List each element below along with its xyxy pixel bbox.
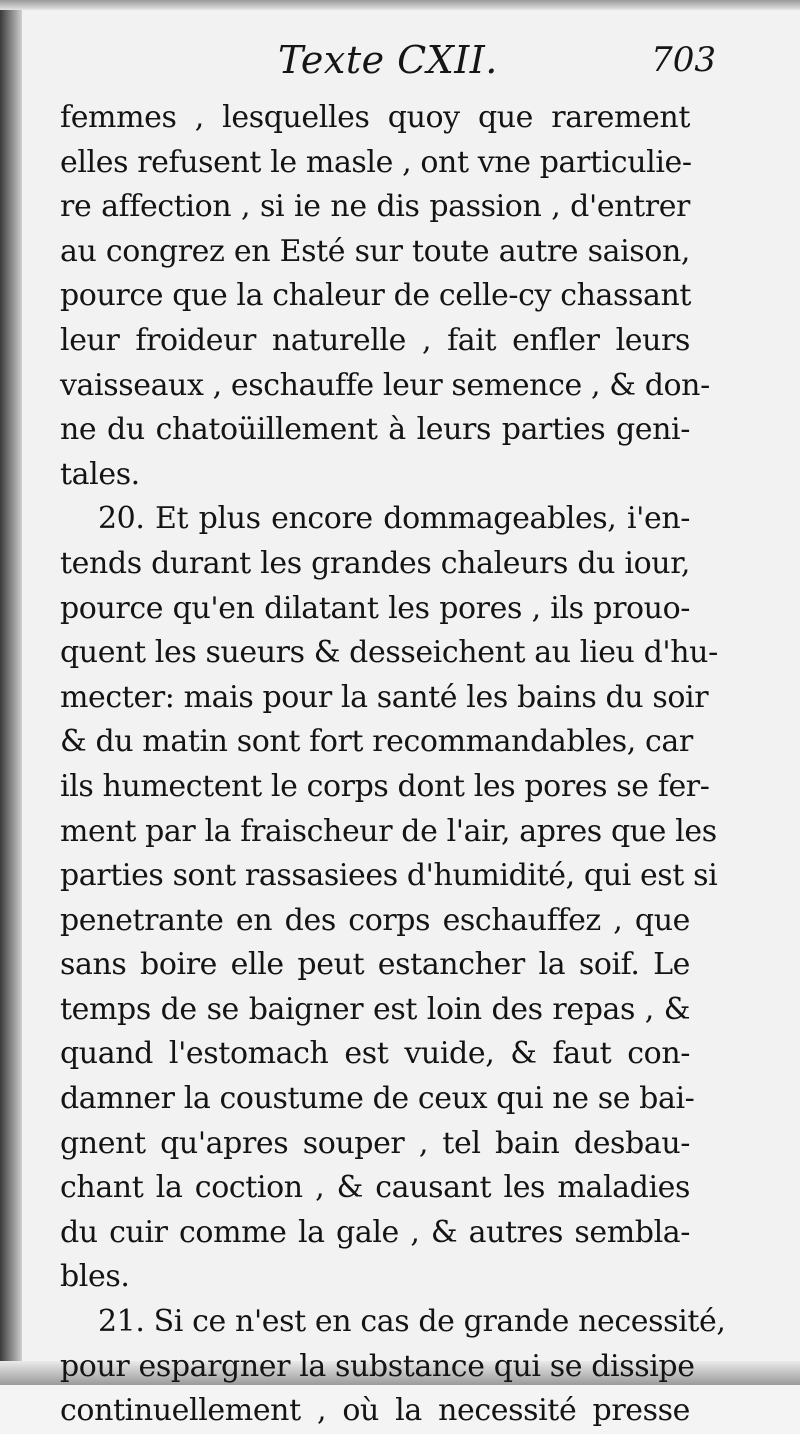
page-number: 703	[651, 40, 716, 80]
text-line: & du matin sont fort recommandables, car	[60, 724, 693, 760]
text-line: gnent qu'apres souper , tel bain desbau-	[60, 1125, 690, 1161]
paragraph-start-21: 21. Si ce n'est en cas de grande necessité,	[98, 1304, 726, 1340]
text-line: femmes , lesquelles quoy que rarement	[60, 100, 690, 135]
text-line: du cuir comme la gale , & autres sembla-	[60, 1214, 690, 1250]
body-text	[60, 96, 726, 1434]
text-line: chant la coction , & causant les maladies	[60, 1170, 690, 1206]
text-line: quand l'estomach est vuide, & faut con-	[60, 1036, 690, 1072]
text-line: pource qu'en dilatant les pores , ils prouo-	[60, 590, 690, 626]
text-line: leur froideur naturelle , fait enfler leurs	[60, 322, 690, 358]
text-line: ne du chatoüillement à leurs parties geni-	[60, 412, 690, 448]
text-line: tends durant les grandes chaleurs du iour,	[60, 545, 690, 581]
text-line: damner la coustume de ceux qui ne se bai-	[60, 1081, 695, 1117]
text-line: tales.	[60, 456, 140, 492]
text-line: continuellement , où la necessité presse	[60, 1393, 690, 1429]
scan-edge-top	[0, 0, 800, 10]
text-line: ment par la fraischeur de l'air, apres que les	[60, 813, 717, 849]
text-line: quent les sueurs & desseichent au lieu d'hu-	[60, 635, 718, 671]
scan-edge-left	[0, 0, 22, 1385]
paragraph-start-20: 20. Et plus encore dommageables, i'en-	[98, 501, 690, 537]
text-line: parties sont rassasiees d'humidité, qui est si	[60, 858, 718, 894]
page-header	[60, 38, 716, 90]
text-line: bles.	[60, 1259, 130, 1295]
text-line: penetrante en des corps eschauffez , que	[60, 902, 690, 938]
running-title: Texte CXII.	[278, 38, 498, 82]
text-line: pource que la chaleur de celle-cy chassant	[60, 278, 692, 314]
text-line: elles refusent le masle , ont vne particulie-	[60, 144, 692, 180]
text-line: au congrez en Esté sur toute autre saison,	[60, 233, 690, 269]
text-line: vaisseaux , eschauffe leur semence , & don-	[60, 367, 710, 403]
text-line: sans boire elle peut estancher la soif. Le	[60, 947, 690, 983]
text-line: mecter: mais pour la santé les bains du soir	[60, 679, 709, 715]
text-line: re affection , si ie ne dis passion , d'entrer	[60, 189, 690, 225]
text-line: ils humectent le corps dont les pores se fer-	[60, 768, 710, 804]
text-line: temps de se baigner est loin des repas , &	[60, 991, 690, 1027]
text-line: pour espargner la substance qui se dissipe	[60, 1348, 695, 1384]
